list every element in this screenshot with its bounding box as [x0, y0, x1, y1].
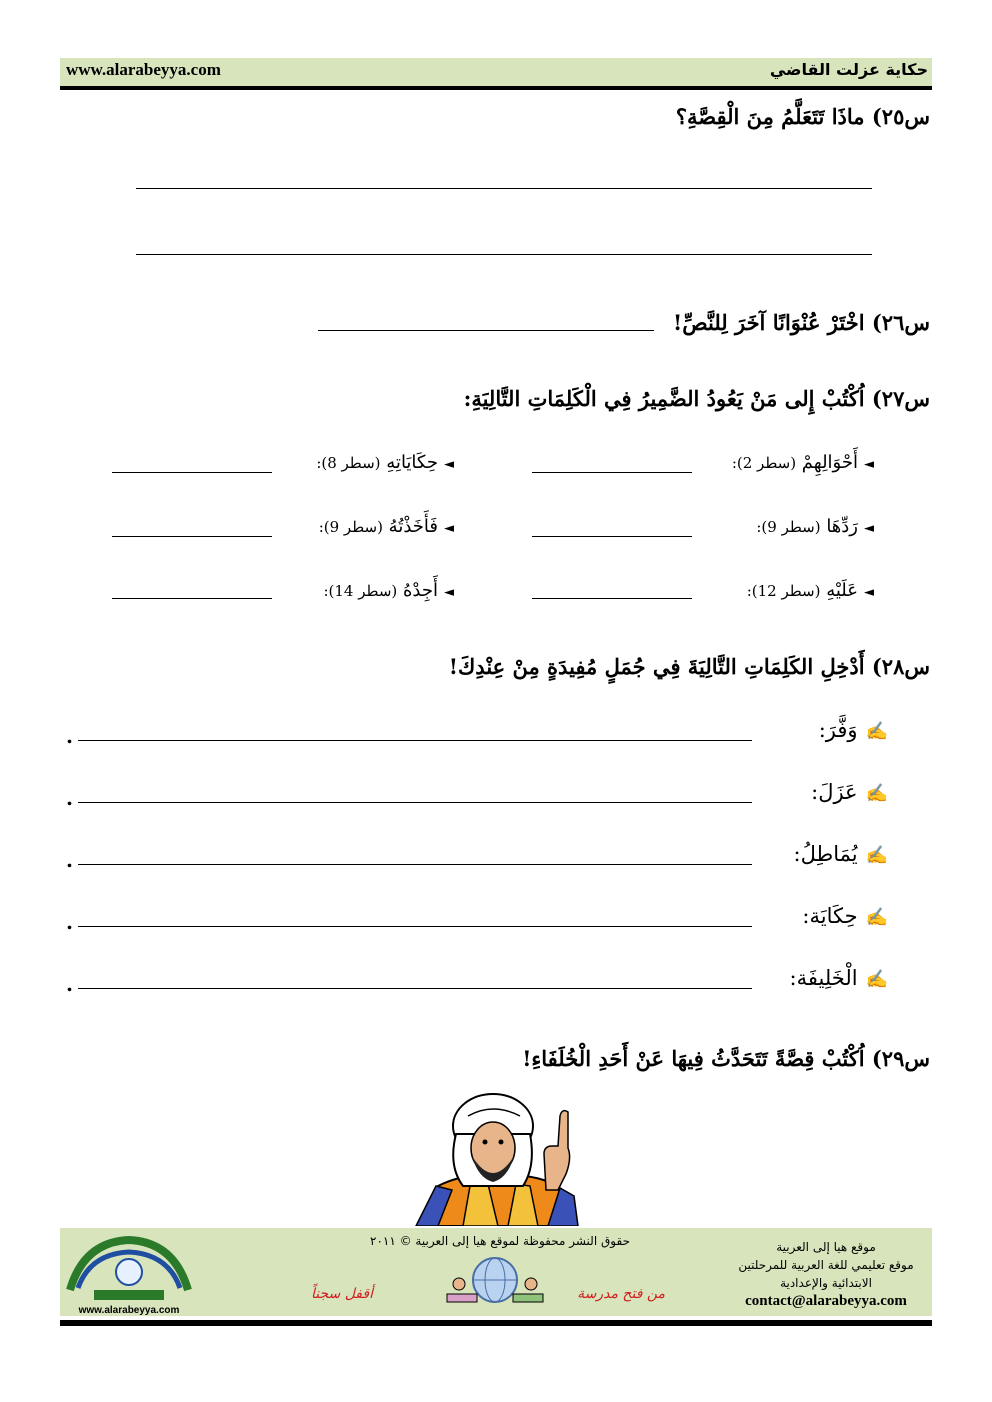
question-28: س٢٨) أَدْخِلِ الكَلِمَاتِ التَّالِيَةَ فِي جُمَلٍ مُفِيدَةٍ مِنْ عِنْدِكَ! — [448, 654, 930, 679]
pronoun-item-5: ◄عَلَيْهِ (سطر 12): — [746, 580, 874, 601]
footer-email[interactable]: contact@alarabeyya.com — [745, 1293, 907, 1309]
header-title: حكاية عزلت القاضي — [769, 60, 928, 79]
sentence-answer-3[interactable] — [78, 864, 752, 865]
pronoun-answer-6[interactable] — [112, 598, 272, 599]
sentence-answer-2[interactable] — [78, 802, 752, 803]
sentence-word-2: ✍عَزَلَ: — [811, 780, 888, 804]
site-logo[interactable] — [64, 1232, 194, 1316]
pronoun-answer-1[interactable] — [532, 472, 692, 473]
triangle-bullet-icon: ◄ — [444, 457, 454, 472]
logo-url: www.alarabeyya.com — [78, 1305, 180, 1316]
answer-line-25-1[interactable] — [136, 188, 872, 189]
answer-line-26[interactable] — [318, 330, 654, 331]
sentence-answer-5[interactable] — [78, 988, 752, 989]
writing-hand-icon: ✍ — [865, 969, 888, 990]
period: . — [66, 786, 73, 810]
triangle-bullet-icon: ◄ — [864, 585, 874, 600]
question-29: س٢٩) اُكْتُبْ قِصَّةً تَتَحَدَّثُ فِيهَا عَنْ أَحَدِ الْخُلَفَاءِ! — [522, 1046, 930, 1071]
period: . — [66, 724, 73, 748]
sentence-word-3: ✍يُمَاطِلُ: — [793, 842, 888, 866]
triangle-bullet-icon: ◄ — [864, 521, 874, 536]
period: . — [66, 848, 73, 872]
header-divider — [60, 86, 932, 90]
globe-readers-icon — [445, 1254, 545, 1310]
footer-copyright: حقوق النشر محفوظة لموقع هيا إلى العربية © ٢٠١١ — [370, 1234, 630, 1248]
sentence-word-4: ✍حِكَايَة: — [802, 904, 888, 928]
pronoun-answer-3[interactable] — [532, 536, 692, 537]
triangle-bullet-icon: ◄ — [444, 521, 454, 536]
question-25: س٢٥) ماذَا تَتَعَلَّمُ مِنَ الْقِصَّةِ؟ — [675, 104, 930, 129]
writing-hand-icon: ✍ — [865, 721, 888, 742]
pronoun-item-4: ◄فَأَخَذْتُهُ (سطر 9): — [318, 516, 454, 537]
logo-emblem-icon — [64, 1232, 194, 1304]
sentence-answer-1[interactable] — [78, 740, 752, 741]
writing-hand-icon: ✍ — [865, 783, 888, 804]
pronoun-answer-4[interactable] — [112, 536, 272, 537]
triangle-bullet-icon: ◄ — [444, 585, 454, 600]
footer-site-desc-2: الابتدائية والإعدادية — [780, 1276, 872, 1290]
pronoun-item-2: ◄حِكَايَاتِهِ (سطر 8): — [316, 452, 454, 473]
period: . — [66, 910, 73, 934]
question-26: س٢٦) اخْتَرْ عُنْوَانًا آخَرَ لِلنَّصِّ! — [673, 310, 930, 335]
pronoun-answer-5[interactable] — [532, 598, 692, 599]
footer-divider — [60, 1320, 932, 1326]
answer-line-25-2[interactable] — [136, 254, 872, 255]
triangle-bullet-icon: ◄ — [864, 457, 874, 472]
caliph-illustration — [408, 1086, 588, 1226]
footer-site-desc-1: موقع تعليمي للغة العربية للمرحلتين — [738, 1258, 914, 1272]
slogan-part-b: أقفل سجناً — [311, 1286, 373, 1302]
pronoun-answer-2[interactable] — [112, 472, 272, 473]
footer-slogan — [305, 1280, 685, 1310]
slogan-part-a: من فتح مدرسة — [577, 1286, 665, 1302]
sentence-word-1: ✍وَفَّرَ: — [818, 718, 888, 742]
writing-hand-icon: ✍ — [865, 907, 888, 928]
period: . — [66, 972, 73, 996]
footer-site-info — [726, 1238, 926, 1310]
pronoun-item-6: ◄أَجِدْهُ (سطر 14): — [323, 580, 454, 601]
question-27: س٢٧) اُكْتُبْ إِلى مَنْ يَعُودُ الضَّمِيرُ فِي الْكَلِمَاتِ التَّالِيَةِ: — [463, 386, 930, 411]
header-url[interactable]: www.alarabeyya.com — [66, 60, 221, 79]
sentence-word-5: ✍الْخَلِيفَة: — [789, 966, 888, 990]
pronoun-item-3: ◄رَدِّهَا (سطر 9): — [756, 516, 874, 537]
pronoun-item-1: ◄أَحْوَالِهِمْ (سطر 2): — [731, 452, 874, 473]
sentence-answer-4[interactable] — [78, 926, 752, 927]
writing-hand-icon: ✍ — [865, 845, 888, 866]
footer-site-name: موقع هيا إلى العربية — [776, 1240, 876, 1254]
